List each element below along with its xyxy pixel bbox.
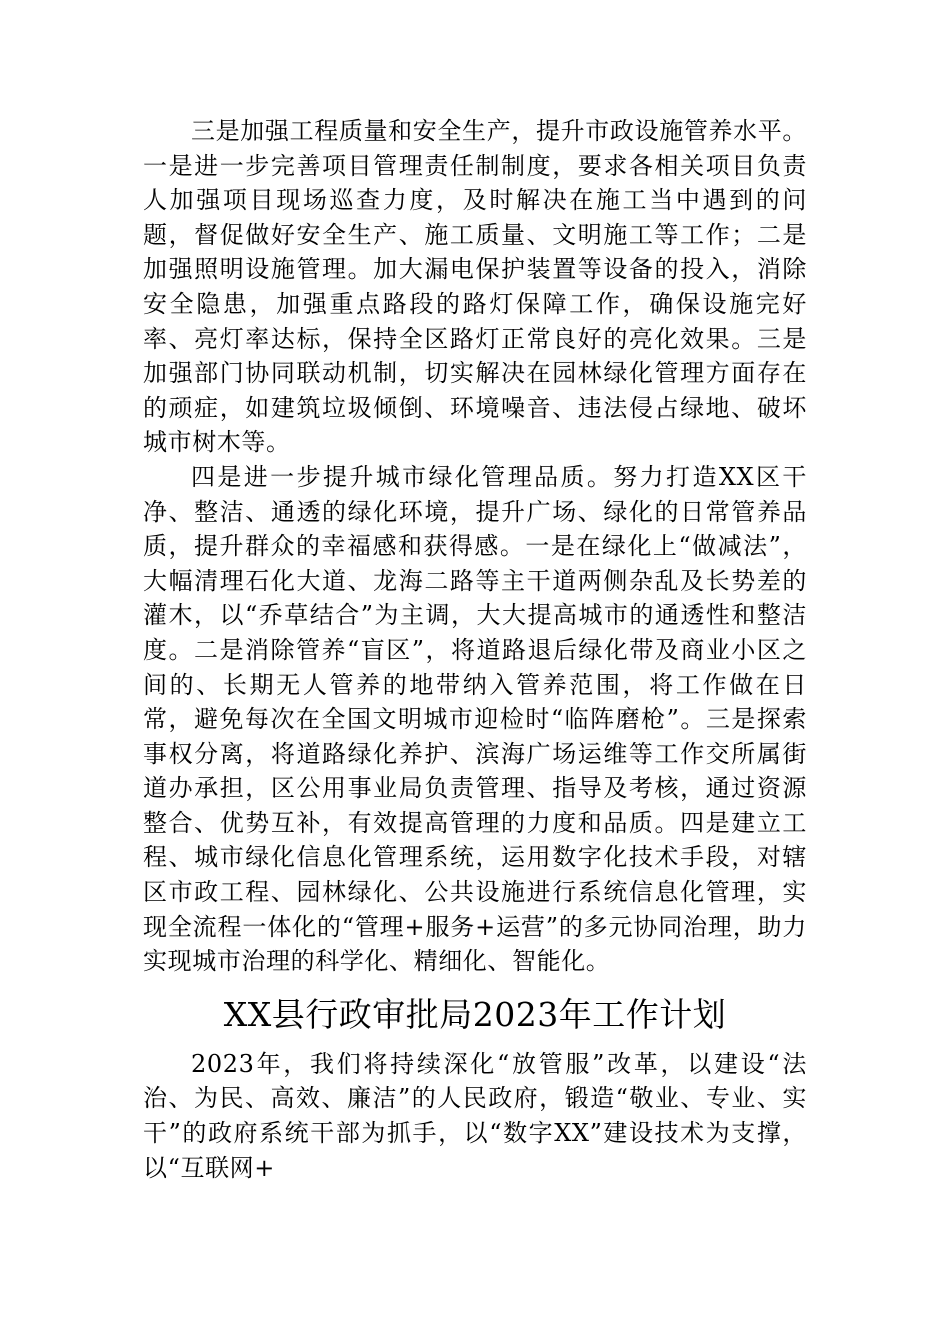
- paragraph-greening-management: 四是进一步提升城市绿化管理品质。努力打造XX区干净、整洁、通透的绿化环境，提升广场、绿化的日常管养品质，提升群众的幸福感和获得感。一是在绿化上“做减法”，大幅清理石化大道、龙海二路等主干道两侧杂乱及长势差的灌木，以“乔草结合”为主调，大大提高城市的通透性和整洁度。二是消除管养“盲区”，将道路退后绿化带及商业小区之间的、长期无人管养的地带纳入管养范围，将工作做在日常，避免每次在全国文明城市迎检时“临阵磨枪”。三是探索事权分离，将道路绿化养护、滨海广场运维等工作交所属街道办承担，区公用事业局负责管理、指导及考核，通过资源整合、优势互补，有效提高管理的力度和品质。四是建立工程、城市绿化信息化管理系统，运用数字化技术手段，对辖区市政工程、园林绿化、公共设施进行系统信息化管理，实现全流程一体化的“管理+服务+运营”的多元协同治理，助力实现城市治理的科学化、精细化、智能化。: [143, 462, 807, 976]
- section-heading: XX县行政审批局2023年工作计划: [223, 994, 727, 1034]
- paragraph-work-plan-intro: 2023年，我们将持续深化“放管服”改革，以建设“法治、为民、高效、廉洁”的人民政府，锻造“敬业、专业、实干”的政府系统干部为抓手，以“数字XX”建设技术为支撑，以“互联网+: [143, 1049, 807, 1182]
- document-body: [143, 114, 807, 1185]
- paragraph-engineering-quality: 三是加强工程质量和安全生产，提升市政设施管养水平。一是进一步完善项目管理责任制制度，要求各相关项目负责人加强项目现场巡查力度，及时解决在施工当中遇到的问题，督促做好安全生产、施工质量、文明施工等工作；二是加强照明设施管理。加大漏电保护装置等设备的投入，消除安全隐患，加强重点路段的路灯保障工作，确保设施完好率、亮灯率达标，保持全区路灯正常良好的亮化效果。三是加强部门协同联动机制，切实解决在园林绿化管理方面存在的顽症，如建筑垃圾倾倒、环境噪音、违法侵占绿地、破坏城市树木等。: [143, 117, 807, 457]
